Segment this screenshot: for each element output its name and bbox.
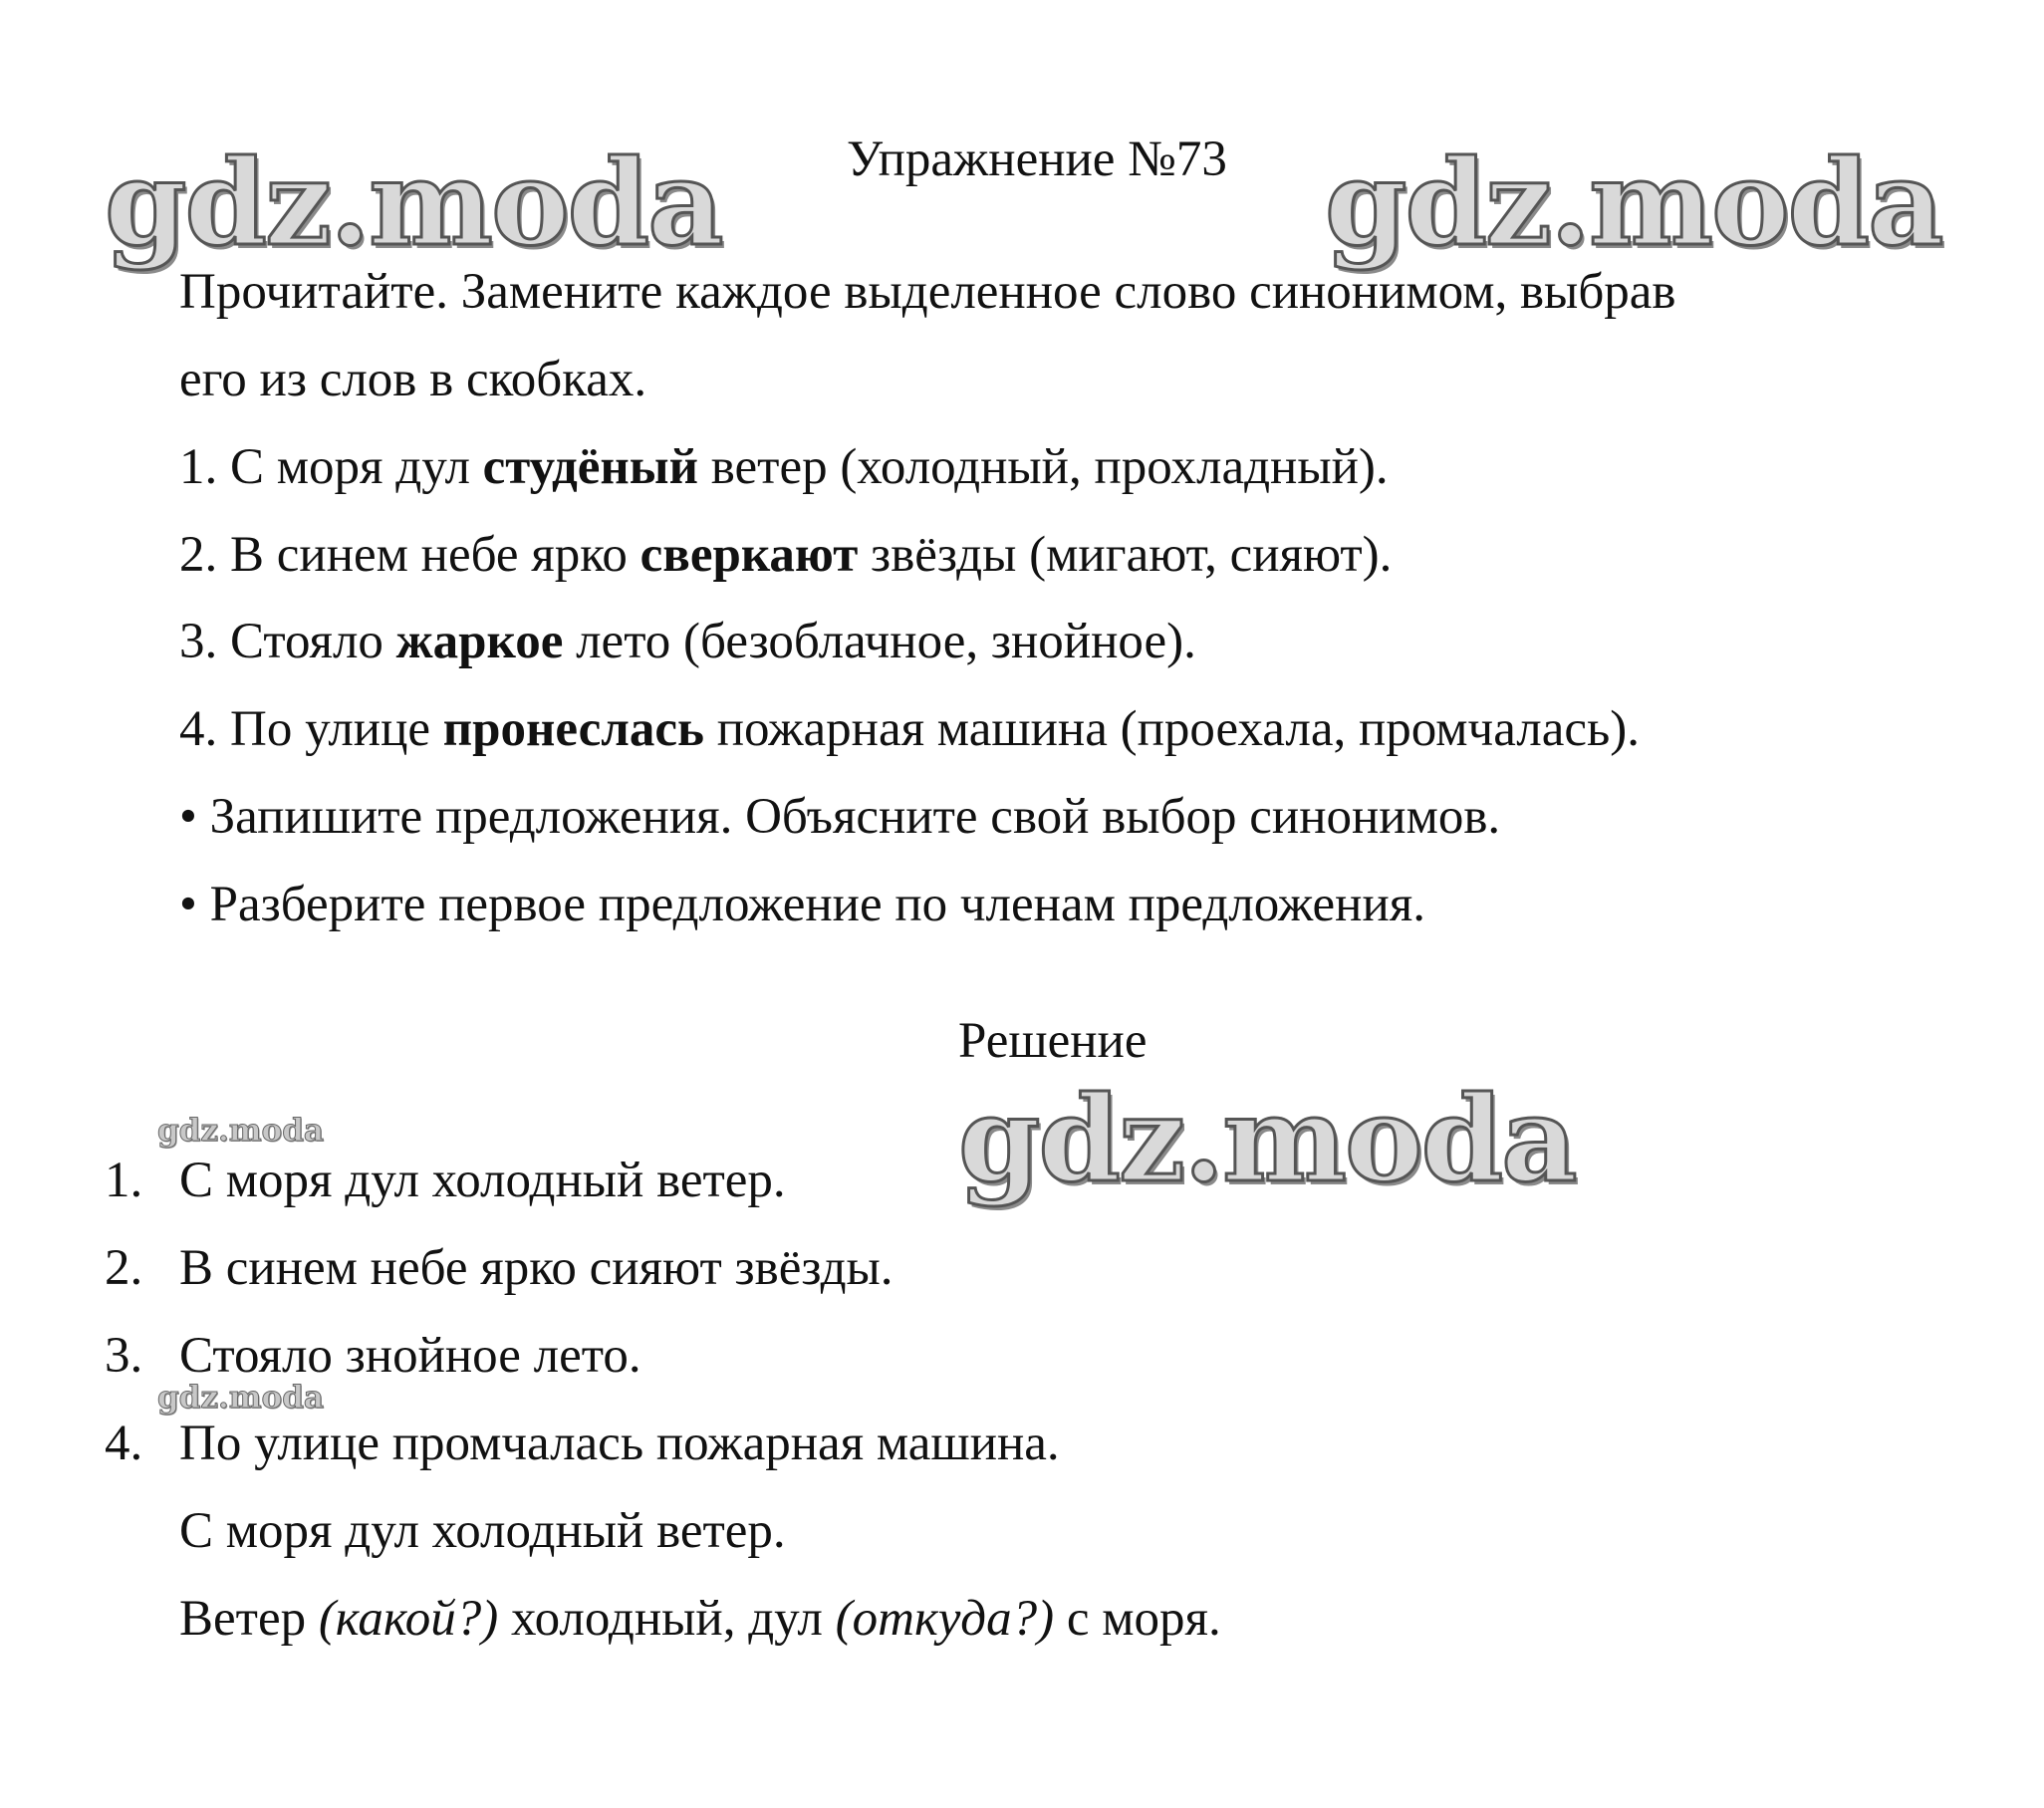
task-item-text: 1. С моря дул <box>179 439 483 495</box>
watermark-logo: gdz.moda <box>105 133 722 272</box>
analysis-breakdown <box>179 1591 1221 1647</box>
solution-title: Решение <box>958 1013 1148 1069</box>
solution-item-text: С моря дул холодный ветер. <box>179 1153 786 1208</box>
task-item-1 <box>179 439 1389 495</box>
task-item-3 <box>179 614 1196 669</box>
task-item-text: 2. В синем небе ярко <box>179 527 640 583</box>
instruction-line-1: Прочитайте. Замените каждое выделенное слово синонимом, выбрав <box>179 264 1676 320</box>
solution-item-text: В синем небе ярко сияют звёзды. <box>179 1240 894 1296</box>
watermark-logo-small: gdz.moda <box>157 1380 324 1416</box>
analysis-text: Ветер <box>179 1591 319 1647</box>
watermark-logo: gdz.moda <box>958 1070 1576 1208</box>
task-bullet-1: • Запишите предложения. Объясните свой выбор синонимов. <box>179 789 1501 845</box>
solution-item-text: По улице промчалась пожарная машина. <box>179 1416 1060 1471</box>
analysis-text: с моря. <box>1054 1591 1221 1647</box>
watermark-logo: gdz.moda <box>1325 133 1942 272</box>
task-item-text: лето (безоблачное, знойное). <box>563 614 1196 669</box>
task-item-2 <box>179 527 1393 583</box>
solution-item-text: Стояло знойное лето. <box>179 1328 641 1384</box>
highlighted-word: пронеслась <box>442 701 705 757</box>
analysis-text: холодный, дул <box>498 1591 836 1647</box>
solution-item-number: 3. <box>105 1328 143 1384</box>
solution-item-number: 1. <box>105 1153 143 1208</box>
highlighted-word: жаркое <box>395 614 564 669</box>
exercise-title: Упражнение №73 <box>847 131 1227 187</box>
analysis-question: (какой?) <box>318 1591 499 1647</box>
watermark-logo-small: gdz.moda <box>157 1113 324 1149</box>
solution-item-number: 4. <box>105 1416 143 1471</box>
task-item-4 <box>179 701 1641 757</box>
solution-item-number: 2. <box>105 1240 143 1296</box>
task-bullet-2: • Разберите первое предложение по членам предложения. <box>179 877 1425 932</box>
highlighted-word: сверкают <box>639 527 859 583</box>
analysis-sentence: С моря дул холодный ветер. <box>179 1503 786 1559</box>
task-item-text: 4. По улице <box>179 701 443 757</box>
task-item-text: пожарная машина (проехала, промчалась). <box>704 701 1641 757</box>
task-item-text: ветер (холодный, прохладный). <box>697 439 1389 495</box>
task-item-text: 3. Стояло <box>179 614 396 669</box>
task-item-text: звёзды (мигают, сияют). <box>858 527 1393 583</box>
analysis-question: (откуда?) <box>835 1591 1055 1647</box>
instruction-line-2: его из слов в скобках. <box>179 352 647 407</box>
highlighted-word: студёный <box>482 439 698 495</box>
